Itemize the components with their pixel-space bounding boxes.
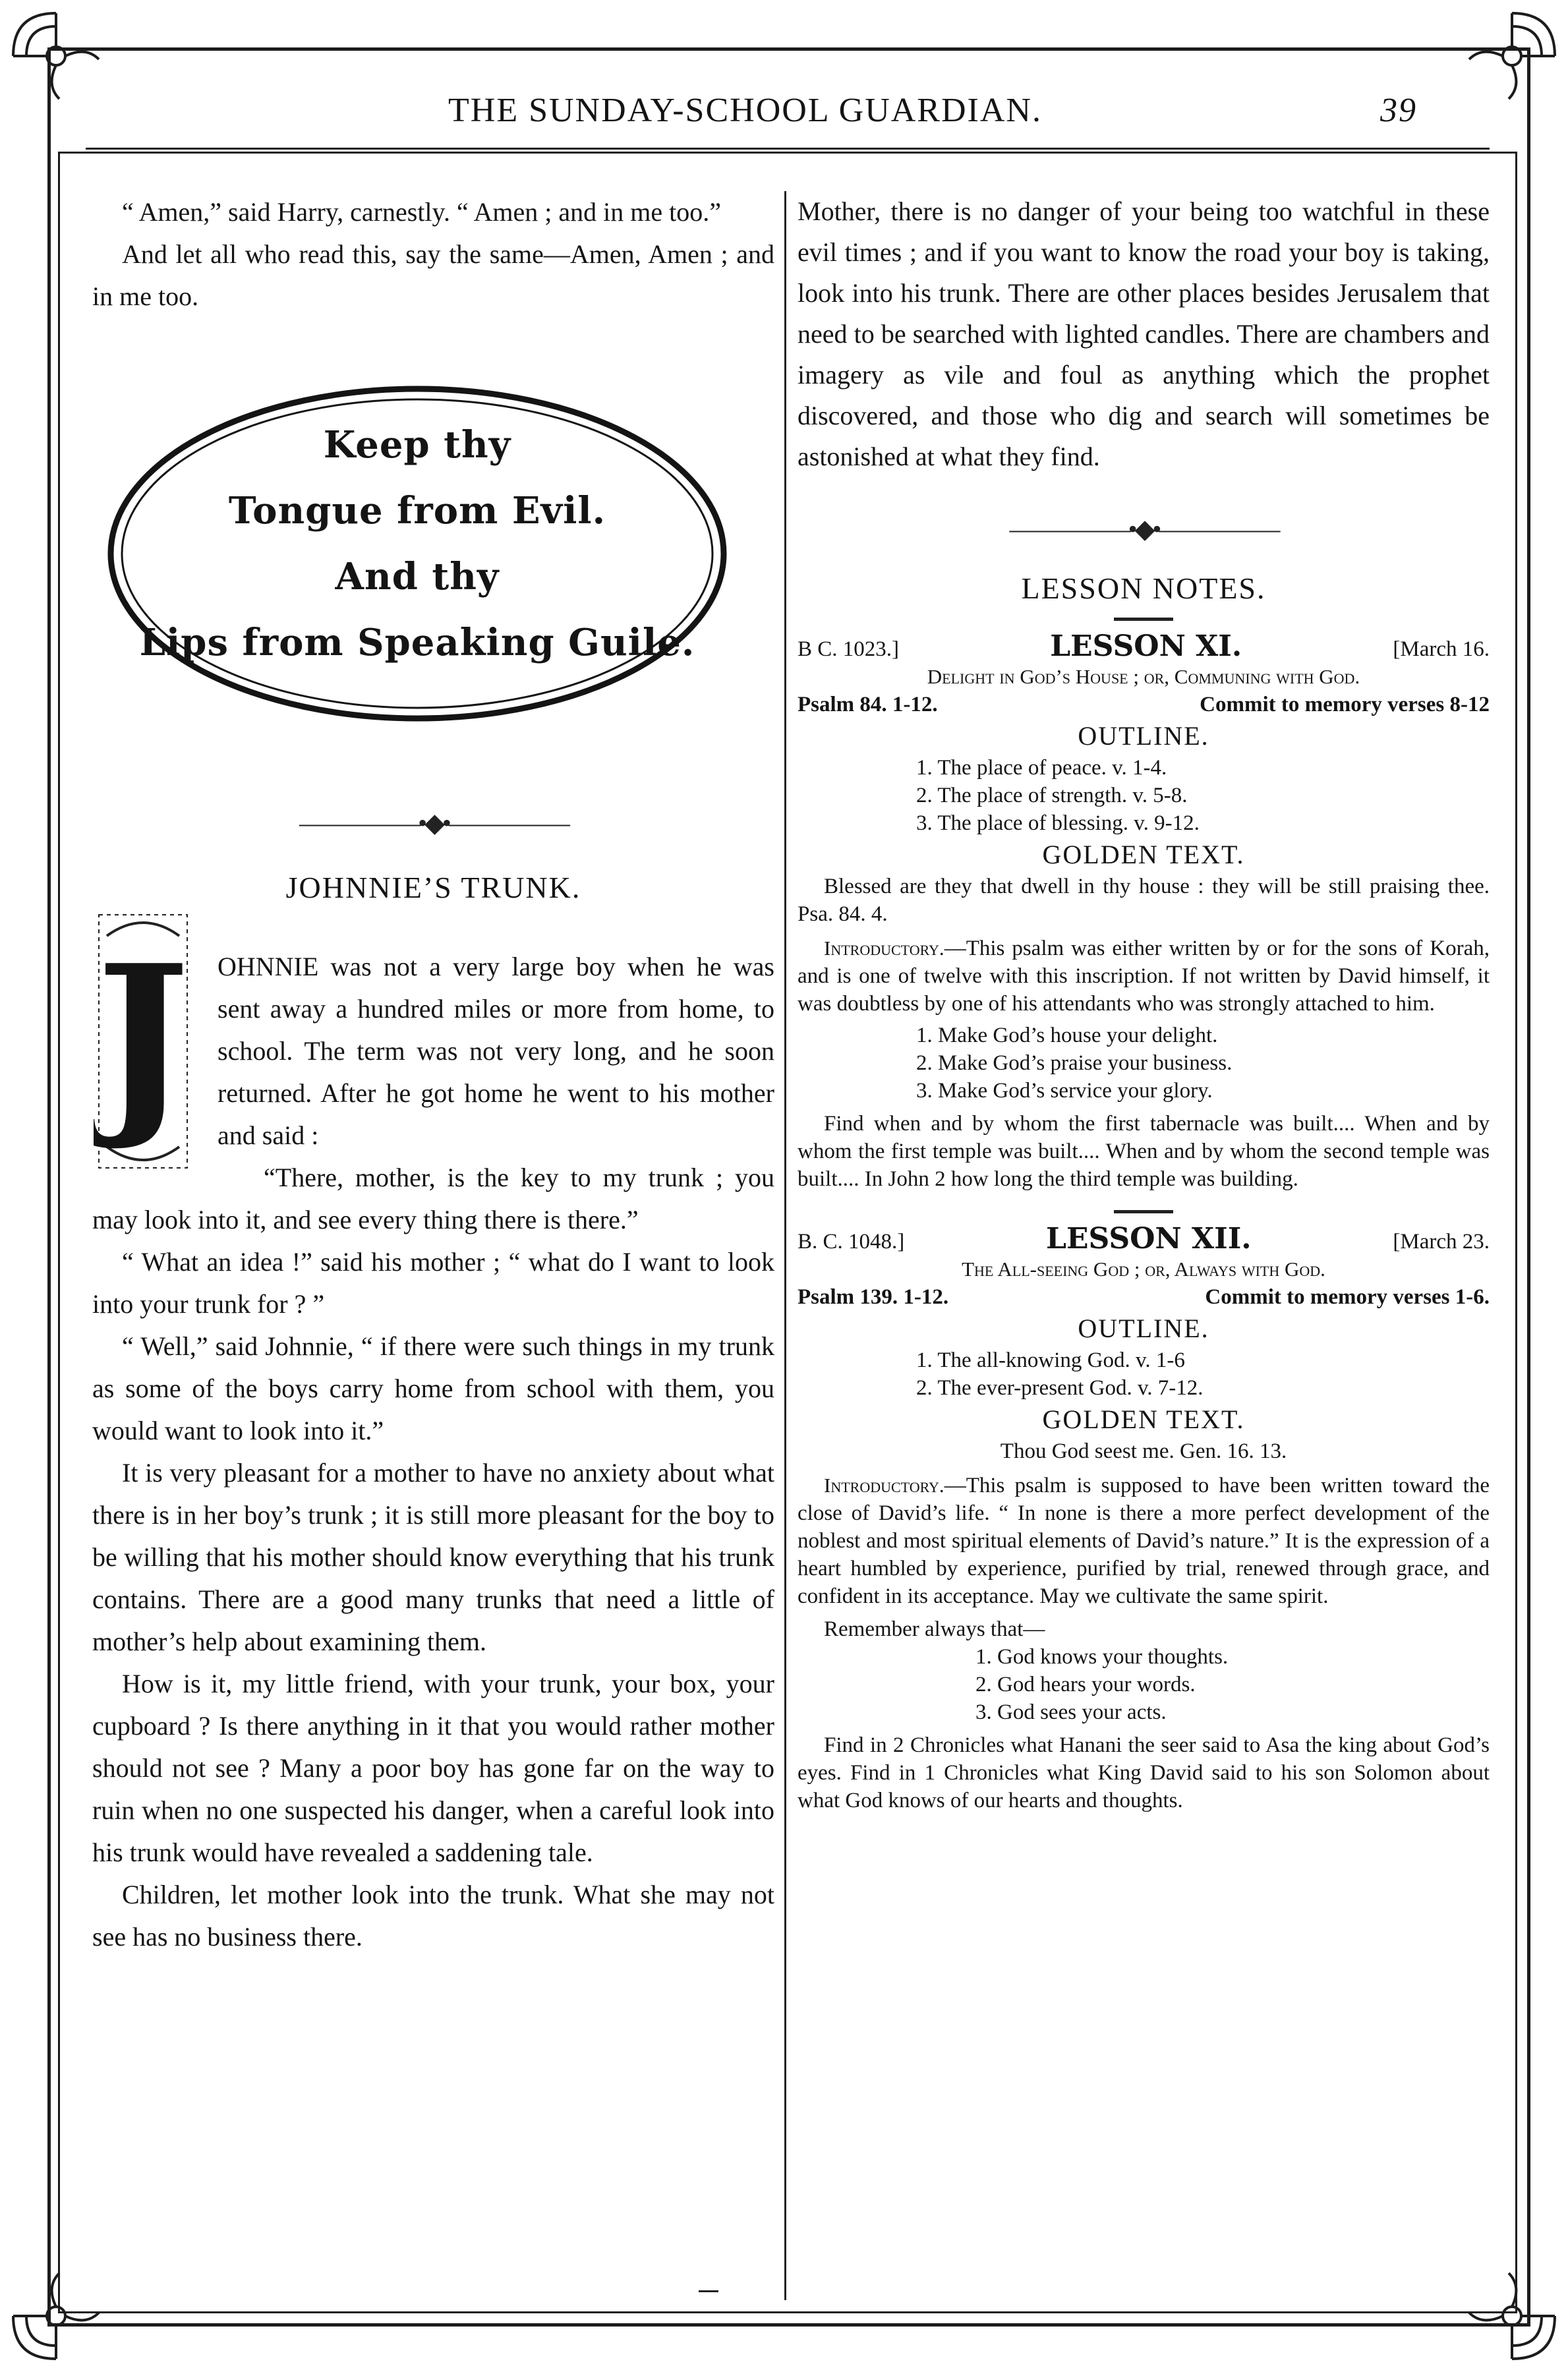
introductory-text: —This psalm is supposed to have been written toward the close of David’s life. “ In none is there a more perfect development of the noblest and most spiritual elements of David’s nature.” It is the expression of a heart humbled by experience, purified by trial, renewed through grace, and confident in its acceptance. May we cultivate the same spirit. — [798, 1474, 1490, 1608]
lesson-scripture-row — [798, 691, 1490, 718]
lesson-memory: Commit to memory verses 8-12 — [1200, 693, 1490, 716]
lesson-number: LESSON XI. — [1050, 629, 1242, 663]
lesson-scripture: Psalm 84. 1-12. — [798, 693, 938, 716]
story-title: JOHNNIE’S TRUNK. — [285, 871, 581, 904]
closing-question: Find when and by whom the first tabernacle was built.... When and by whom the first temple was built.... When and by whom the second temple was built.... In John 2 how long the third temple was building. — [798, 1112, 1490, 1191]
running-head — [152, 87, 1417, 133]
closing-question: Find in 2 Chronicles what Hanani the seer said to Asa the king about God’s eyes. Find in 1 Chronicles what King David said to his son Solomon about what God knows of our hearts and thoughts. — [798, 1733, 1490, 1812]
lesson-point: 3. God sees your acts. — [975, 1700, 1167, 1724]
story-paragraph: Children, let mother look into the trunk. What she may not see has no business there. — [92, 1880, 774, 1952]
golden-text: Blessed are they that dwell in thy house : they will be still praising thee. Psa. 84. 4. — [798, 875, 1490, 926]
story-paragraph: It is very pleasant for a mother to have no anxiety about what there is in her boy’s trunk ; it is still more pleasant for the boy to be willing that his mother should know everything that his trunk contains. There are a good many trunks that need a little of mother’s help about examining them. — [92, 1458, 774, 1656]
outline-label: OUTLINE. — [1078, 1314, 1209, 1343]
outline-item: 1. The place of peace. v. 1-4. — [916, 756, 1167, 780]
lesson-date: [March 16. — [1393, 637, 1490, 661]
short-rule — [1114, 1210, 1173, 1213]
motto-line: Lips from Speaking Guile. — [139, 621, 695, 664]
motto-line: Tongue from Evil. — [228, 489, 606, 533]
ornament-rule-icon: ―――――•◆•――――― — [1009, 514, 1278, 544]
golden-text: Thou God seest me. Gen. 16. 13. — [1000, 1439, 1287, 1463]
story-ornament — [92, 807, 774, 838]
motto-text — [104, 412, 730, 676]
opening-paragraph: “ Amen,” said Harry, carnestly. “ Amen ; and in me too.” — [122, 197, 721, 227]
lesson-scripture-row — [798, 1283, 1490, 1311]
introductory-label: Introductory. — [824, 937, 944, 960]
lesson-notes-title: LESSON NOTES. — [1021, 571, 1266, 605]
outline-item: 1. The all-knowing God. v. 1-6 — [916, 1348, 1185, 1372]
lesson-header — [798, 629, 1490, 663]
corner-ornament-icon — [1463, 2267, 1561, 2365]
corner-ornament-icon — [7, 2267, 105, 2365]
corner-ornament-icon — [1463, 7, 1561, 105]
outline-item: 3. The place of blessing. v. 9-12. — [916, 811, 1200, 835]
corner-ornament-icon — [7, 7, 105, 105]
introductory-text: —This psalm was either written by or for the sons of Korah, and is one of twelve with this inscription. If not written by David himself, it was doubtless by one of his attendants who was strongly attached to him. — [798, 937, 1490, 1016]
lesson-12 — [798, 1222, 1490, 1814]
story-heading — [92, 870, 774, 905]
lesson-scripture: Psalm 139. 1-12. — [798, 1285, 949, 1309]
ornament-rule-icon: ―――――•◆•――――― — [299, 808, 567, 838]
lesson-date: [March 23. — [1393, 1230, 1490, 1254]
story-paragraph: How is it, my little friend, with your trunk, your box, your cupboard ? Is there anything in it that you would rather mother should not see ? Many a poor boy has gone far on the way to ruin when no one suspected his danger, when a careful look into his trunk would have revealed a saddening tale. — [92, 1669, 774, 1867]
header-rule — [86, 148, 1490, 150]
lesson-number: LESSON XII. — [1046, 1222, 1252, 1256]
lesson-point: 2. Make God’s praise your business. — [916, 1051, 1233, 1075]
outline-item: 2. The place of strength. v. 5-8. — [916, 784, 1188, 807]
lesson-memory: Commit to memory verses 1-6. — [1205, 1285, 1490, 1309]
lesson-subtitle: Delight in God’s House ; or, Communing with God. — [927, 665, 1360, 688]
introductory-paragraph — [798, 935, 1490, 1018]
outline-label: OUTLINE. — [1078, 721, 1209, 751]
lesson-header — [798, 1222, 1490, 1256]
lesson-year: B. C. 1048.] — [798, 1230, 905, 1254]
lesson-year: B C. 1023.] — [798, 637, 900, 661]
left-column — [92, 191, 774, 318]
short-rule — [1114, 618, 1173, 621]
story-paragraph: “There, mother, is the key to my trunk ; you may look into it, and see every thing there is there.” — [92, 1163, 774, 1234]
golden-text-label: GOLDEN TEXT. — [1042, 840, 1245, 869]
lesson-point: 1. God knows your thoughts. — [975, 1645, 1229, 1669]
opening-paragraph: And let all who read this, say the same—Amen, Amen ; and in me too. — [92, 239, 774, 311]
journal-title: THE SUNDAY-SCHOOL GUARDIAN. — [448, 92, 1042, 129]
story-paragraph: “ Well,” said Johnnie, “ if there were such things in my trunk as some of the boys carry home from school with them, you would want to look into it.” — [92, 1331, 774, 1445]
motto-line: Keep thy — [323, 423, 511, 467]
lesson-point: 1. Make God’s house your delight. — [916, 1024, 1218, 1047]
page-number: 39 — [1380, 92, 1417, 129]
lesson-point: 3. Make God’s service your glory. — [916, 1079, 1213, 1103]
introductory-label: Introductory. — [824, 1474, 944, 1497]
lesson-11 — [798, 629, 1490, 1213]
story-body — [92, 946, 774, 1958]
right-column — [798, 191, 1490, 1814]
introductory-paragraph — [798, 1472, 1490, 1610]
lesson-point: 2. God hears your words. — [975, 1673, 1196, 1696]
continuation-paragraph: Mother, there is no danger of your being too watchful in these evil times ; and if you want to know the road your boy is taking, look into his trunk. There are other places besides Jerusalem that need to be searched with lighted candles. There are chambers and imagery as vile and foul as anything which the prophet discovered, and those who dig and search will sometimes be astonished at what they find. — [798, 196, 1490, 471]
lesson-subtitle: The All-seeing God ; or, Always with God. — [962, 1258, 1325, 1281]
drop-cap-letter: J — [96, 921, 190, 1154]
footer-dash — [699, 2290, 718, 2292]
column-divider — [784, 191, 786, 2300]
story-paragraph: OHNNIE was not a very large boy when he was sent away a hundred miles or more from home, to school. The term was not very long, and he soon returned. After he got home he went to his mother and said : — [218, 952, 774, 1150]
remember-label: Remember always that— — [824, 1617, 1045, 1641]
outline-item: 2. The ever-present God. v. 7-12. — [916, 1376, 1204, 1400]
motto-line: And thy — [335, 555, 500, 598]
story-paragraph: “ What an idea !” said his mother ; “ what do I want to look into your trunk for ? ” — [92, 1247, 774, 1319]
golden-text-label: GOLDEN TEXT. — [1042, 1404, 1245, 1434]
